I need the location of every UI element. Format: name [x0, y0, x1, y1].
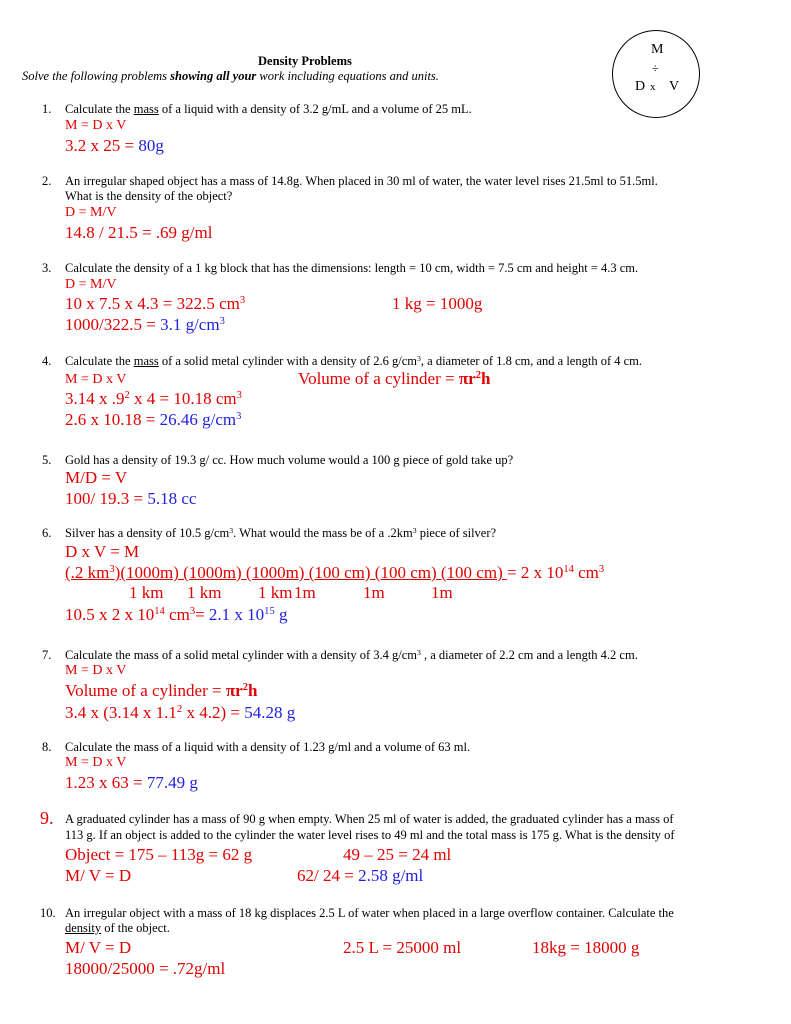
problem-question: Calculate the density of a 1 kg block that has the dimensions: length = 10 cm, width = 7.5 cm and height = 4.3 cm. — [65, 261, 639, 275]
superscript: 3 — [219, 316, 225, 328]
problem-number: 10. — [40, 906, 56, 920]
calc-text: 3.4 x (3.14 x 1.1 — [65, 703, 177, 722]
calc-text: 1000/322.5 = — [65, 315, 161, 334]
superscript: 3 — [417, 647, 421, 657]
superscript: 3 — [598, 564, 605, 576]
problem-question-line1: An irregular object with a mass of 18 kg displaces 2.5 L of water when placed in a large overflow container. Calculate the — [65, 906, 674, 920]
problem-number: 7. — [42, 648, 52, 662]
formula: D = M/V — [65, 277, 117, 292]
calc-text: 1.23 x 63 = — [65, 773, 147, 792]
conversion-denominator: 1 km — [258, 583, 293, 602]
calc-text: 100/ 19.3 = — [65, 489, 148, 508]
formula: M = D x V — [65, 118, 127, 133]
q-text: Silver has a density of 10.5 g/cm — [65, 526, 230, 540]
q-underlined: mass — [133, 102, 159, 116]
conversion-denominator: 1m — [431, 583, 453, 602]
answer: 77.49 g — [146, 773, 198, 792]
conversion-denominator: 1 km — [187, 583, 222, 602]
answer: 80g — [138, 136, 164, 155]
superscript: 2 — [242, 682, 248, 694]
instructions-post: work including equations and units. — [256, 69, 439, 83]
conversion-denominator: 1m — [363, 583, 385, 602]
problem-number: 5. — [42, 453, 52, 467]
calc-text: )(1000m) (1000m) (1000m) (100 cm) (100 cm) (100 cm) — [114, 563, 507, 582]
cylinder-volume-formula — [298, 369, 490, 389]
conversion-denominator: 1m — [294, 583, 316, 602]
superscript: 2 — [176, 704, 183, 716]
calc-text: x 4 = 10.18 cm — [129, 389, 237, 408]
unit-conversion — [65, 563, 604, 583]
problem-number: 1. — [42, 102, 52, 116]
calculation — [65, 489, 196, 509]
answer: 54.28 g — [244, 703, 296, 722]
problem-question-line2 — [65, 921, 170, 936]
calculation — [65, 605, 287, 625]
cylinder-volume-formula — [65, 681, 257, 701]
calc-text: 3.14 x .9 — [65, 389, 125, 408]
conversion-note: 1 kg = 1000g — [392, 294, 483, 313]
calc-text: cm — [164, 605, 190, 624]
problem-question-line2: What is the density of the object? — [65, 189, 233, 203]
volume-conversion: 2.5 L = 25000 ml — [343, 938, 462, 957]
conversion-denominator: 1 km — [129, 583, 164, 602]
problem-number: 4. — [42, 354, 52, 368]
problem-question: Calculate the mass of a liquid with a density of 1.23 g/ml and a volume of 63 ml. — [65, 740, 471, 754]
superscript: 15 — [264, 606, 275, 618]
problem-number: 9. — [40, 808, 54, 828]
object-mass-calc: Object = 175 – 113g = 62 g — [65, 845, 253, 864]
q-text: , a diameter of 2.2 cm and a length 4.2 cm. — [420, 648, 638, 662]
q-text: Calculate the — [65, 102, 134, 116]
mass-conversion: 18kg = 18000 g — [532, 938, 640, 957]
problem-number: 3. — [42, 261, 52, 275]
conversion-numerators — [65, 563, 507, 582]
problem-question-line1: An irregular shaped object has a mass of 14.8g. When placed in 30 ml of water, the water level rises 21.5ml to 51.5ml. — [65, 174, 658, 188]
q-text: Calculate the — [65, 354, 134, 368]
answer: 2.58 g/ml — [358, 866, 424, 885]
problem-number: 6. — [42, 526, 52, 540]
answer: 5.18 cc — [147, 489, 197, 508]
calculation-mass — [65, 410, 241, 430]
calc-text: x 4.2) = — [182, 703, 245, 722]
vol-formula: πr — [458, 369, 476, 388]
q-text: , a diameter of 1.8 cm, and a length of 4 cm. — [420, 354, 642, 368]
problem-question-line2: 113 g. If an object is added to the cylinder the water level rises to 49 ml and the total mass is 175 g. What is the density of — [65, 828, 675, 842]
problem-question-line1: A graduated cylinder has a mass of 90 g when empty. When 25 ml of water is added, the graduated cylinder has a mass of — [65, 812, 674, 826]
superscript: 3 — [239, 295, 246, 307]
vol-label: Volume of a cylinder = — [298, 369, 459, 388]
q-text: Calculate the mass of a solid metal cylinder with a density of 3.4 g/cm — [65, 648, 417, 662]
calculation — [65, 136, 164, 156]
q-underlined: mass — [133, 354, 159, 368]
triangle-times: x — [650, 81, 656, 93]
superscript: 3 — [109, 564, 115, 576]
superscript: 3 — [412, 525, 417, 535]
vol-h: h — [247, 681, 258, 700]
superscript: 2 — [124, 390, 130, 402]
superscript: 2 — [475, 370, 481, 382]
calculation: 14.8 / 21.5 = .69 g/ml — [65, 223, 213, 242]
page-title: Density Problems — [258, 54, 352, 68]
triangle-density: D — [635, 79, 646, 94]
triangle-volume: V — [669, 79, 680, 94]
q-text: of a liquid with a density of 3.2 g/mL and a volume of 25 mL. — [158, 102, 472, 116]
superscript: 14 — [154, 606, 165, 618]
instructions-bold: showing all your — [170, 69, 257, 83]
calculation — [65, 703, 295, 723]
q-text: piece of silver? — [416, 526, 497, 540]
triangle-divide: ÷ — [652, 61, 659, 75]
problem-number: 2. — [42, 174, 52, 188]
superscript: 3 — [229, 525, 234, 535]
formula: M = D x V — [65, 755, 127, 770]
formula: M/D = V — [65, 468, 128, 487]
q-text: of a solid metal cylinder with a density of 2.6 g/cm — [158, 354, 418, 368]
q-text: of the object. — [101, 921, 170, 935]
problem-question — [65, 526, 496, 541]
superscript: 3 — [417, 353, 421, 363]
calc-text: (.2 km — [65, 563, 110, 582]
calculation-density — [65, 315, 225, 335]
formula: D = M/V — [65, 205, 117, 220]
vol-formula: πr — [225, 681, 243, 700]
formula: M/ V = D — [65, 866, 132, 885]
calculation-volume — [65, 389, 242, 409]
answer: 26.46 g/cm — [159, 410, 237, 429]
calculation: 18000/25000 = .72g/ml — [65, 959, 226, 978]
superscript: 3 — [236, 411, 242, 423]
q-underlined: density — [65, 921, 102, 935]
q-text: . What would the mass be of a .2km — [233, 526, 413, 540]
formula: M = D x V — [65, 372, 127, 387]
vol-h: h — [480, 369, 491, 388]
calc-text: = — [195, 605, 209, 624]
density-triangle-circle — [612, 30, 700, 118]
superscript: 3 — [189, 606, 196, 618]
problem-number: 8. — [42, 740, 52, 754]
calc-text: cm — [573, 563, 599, 582]
calc-text: 10.5 x 2 x 10 — [65, 605, 155, 624]
calc-text: = 2 x 10 — [506, 563, 564, 582]
triangle-mass: M — [651, 42, 664, 57]
formula: D x V = M — [65, 542, 140, 561]
answer: 2.1 x 10 — [208, 605, 265, 624]
calc-text: 10 x 7.5 x 4.3 = 322.5 cm — [65, 294, 240, 313]
problem-question: Gold has a density of 19.3 g/ cc. How much volume would a 100 g piece of gold take up? — [65, 453, 514, 467]
answer: 3.1 g/cm — [160, 315, 220, 334]
problem-question — [65, 354, 642, 369]
calculation — [65, 773, 198, 793]
answer-unit: g — [274, 605, 288, 624]
calc-text: 3.2 x 25 = — [65, 136, 139, 155]
vol-label: Volume of a cylinder = — [65, 681, 226, 700]
volume-calc: 49 – 25 = 24 ml — [343, 845, 452, 864]
superscript: 14 — [563, 564, 574, 576]
superscript: 3 — [236, 390, 242, 402]
problem-question — [65, 648, 638, 663]
formula: M = D x V — [65, 663, 127, 678]
formula: M/ V = D — [65, 938, 132, 957]
instructions-pre: Solve the following problems — [22, 69, 171, 83]
calc-text: 2.6 x 10.18 = — [65, 410, 160, 429]
problem-question — [65, 102, 472, 117]
density-calc — [297, 866, 423, 886]
calc-text: 62/ 24 = — [297, 866, 359, 885]
calculation-volume — [65, 294, 245, 314]
instructions — [22, 69, 439, 84]
